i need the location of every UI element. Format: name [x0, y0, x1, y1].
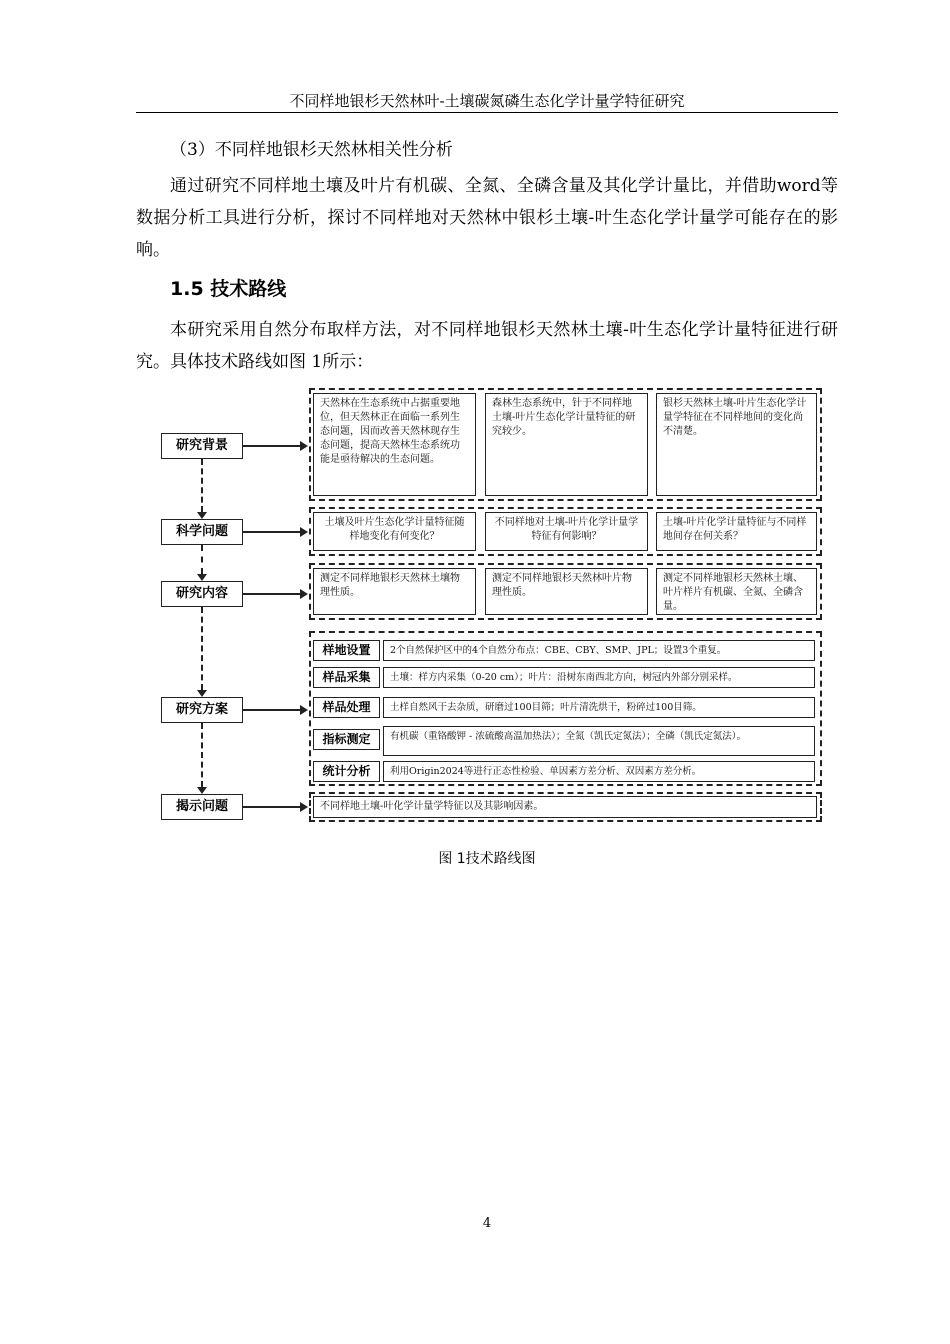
running-header: 不同样地银杉天然林叶-土壤碳氮磷生态化学计量学特征研究 [136, 90, 838, 113]
step-background: 研究背景 [161, 433, 243, 459]
step-questions: 科学问题 [161, 519, 243, 545]
section-heading-1-5: 1.5 技术路线 [170, 278, 287, 300]
question-cell-3: 土壤-叶片化学计量特征与不同样地间存在何关系？ [656, 512, 817, 551]
step-contents: 研究内容 [161, 581, 243, 607]
h-arrow-line-1 [243, 445, 301, 447]
paragraph-correlation: 通过研究不同样地土壤及叶片有机碳、全氮、全磷含量及其化学计量比，并借助word等数据分析工具进行分析，探讨不同样地对天然林中银杉土壤-叶生态化学计量学可能存在的影响。 [136, 176, 838, 260]
background-cell-2: 森林生态系统中，针于不同样地土壤-叶片生态化学计量特征的研究较少。 [485, 393, 648, 496]
h-arrow-line-3 [243, 593, 301, 595]
method-label-statistics: 统计分析 [313, 761, 380, 782]
subheading-3: （3）不同样地银杉天然林相关性分析 [170, 140, 453, 160]
method-label-measurement: 指标测定 [313, 729, 380, 750]
method-label-processing: 样品处理 [313, 697, 380, 718]
content-cell-1: 测定不同样地银杉天然林土壤物理性质。 [313, 568, 476, 615]
connector-3 [201, 607, 203, 690]
method-desc-processing: 土样自然风干去杂质，研磨过100目筛；叶片清洗烘干，粉碎过100目筛。 [383, 697, 815, 718]
h-arrow-head-1 [300, 441, 308, 451]
background-cell-3: 银杉天然林土壤-叶片生态化学计量学特征在不同样地间的变化尚不清楚。 [656, 393, 817, 496]
method-desc-statistics: 利用Origin2024等进行正态性检验、单因素方差分析、双因素方差分析。 [383, 761, 815, 782]
arrow-down-2 [197, 574, 207, 581]
question-cell-2: 不同样地对土壤-叶片化学计量学特征有何影响？ [485, 512, 648, 551]
method-desc-site: 2个自然保护区中的4个自然分布点：CBE、CBY、SMP、JPL；设置3个重复。 [383, 640, 815, 661]
connector-1 [201, 459, 203, 512]
method-desc-measurement: 有机碳（重铬酸钾 - 浓硫酸高温加热法）；全氮（凯氏定氮法）；全磷（凯氏定氮法）。 [383, 726, 815, 756]
method-label-site: 样地设置 [313, 640, 380, 661]
connector-2 [201, 545, 203, 574]
h-arrow-line-5 [243, 806, 301, 808]
connector-4 [201, 723, 203, 787]
question-cell-1: 土壤及叶片生态化学计量特征随样地变化有何变化？ [313, 512, 476, 551]
arrow-down-3 [197, 690, 207, 697]
method-label-sampling: 样品采集 [313, 667, 380, 688]
figure-caption: 图 1技术路线图 [438, 851, 536, 867]
arrow-down-4 [197, 787, 207, 794]
paragraph-tech-route: 本研究采用自然分布取样方法，对不同样地银杉天然林土壤-叶生态化学计量特征进行研究。具体技术路线如图 1所示： [136, 320, 838, 372]
reveal-cell: 不同样地土壤-叶化学计量学特征以及其影响因素。 [313, 796, 817, 818]
arrow-down-1 [197, 512, 207, 519]
step-plan: 研究方案 [161, 697, 243, 723]
background-cell-1: 天然林在生态系统中占据重要地位，但天然林正在面临一系列生态问题，因而改善天然林现存生态问题，提高天然林生态系统功能是亟待解决的生态问题。 [313, 393, 476, 496]
content-cell-2: 测定不同样地银杉天然林叶片物理性质。 [485, 568, 648, 615]
h-arrow-head-4 [300, 705, 308, 715]
content-cell-3: 测定不同样地银杉天然林土壤、叶片样片有机碳、全氮、全磷含量。 [656, 568, 817, 615]
page-number: 4 [482, 1216, 492, 1231]
step-reveal: 揭示问题 [161, 794, 243, 820]
h-arrow-line-4 [243, 709, 301, 711]
h-arrow-head-3 [300, 589, 308, 599]
h-arrow-line-2 [243, 531, 301, 533]
method-desc-sampling: 土壤：样方内采集（0-20 cm）；叶片：沿树东南西北方向，树冠内外部分别采样。 [383, 667, 815, 688]
h-arrow-head-5 [300, 802, 308, 812]
h-arrow-head-2 [300, 527, 308, 537]
